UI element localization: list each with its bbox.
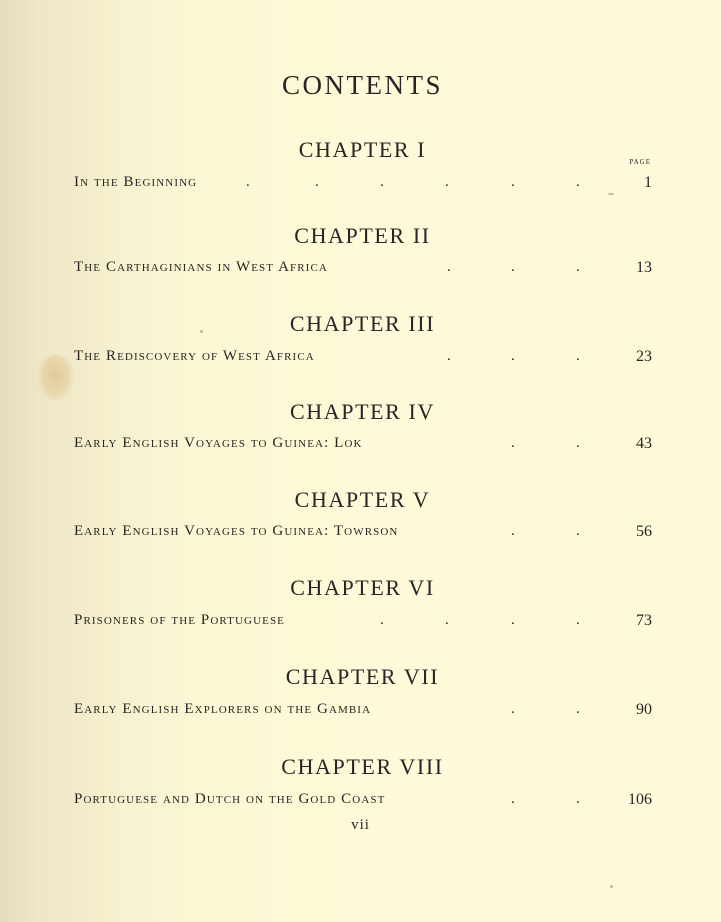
leader-dot: . (576, 435, 580, 451)
leader-dot: . (246, 174, 250, 190)
leader-dot: . (447, 259, 451, 275)
toc-entry[interactable] (74, 523, 652, 543)
entry-title: Early English Explorers on the Gambia (74, 701, 372, 717)
toc-entry[interactable] (74, 701, 652, 721)
leader-dot: . (511, 174, 515, 190)
leader-dot: . (576, 612, 580, 628)
page-title: CONTENTS (282, 70, 443, 100)
entry-title: The Carthaginians in West Africa (74, 259, 328, 275)
chapter-heading: CHAPTER III (289, 311, 436, 336)
entry-page-number: 56 (636, 523, 652, 540)
leader-dot: . (576, 259, 580, 275)
entry-page-number: 1 (644, 174, 652, 191)
entry-page-number: 43 (636, 435, 652, 452)
leader-dot: . (380, 174, 384, 190)
leader-dot: . (576, 791, 580, 807)
entry-title: In the Beginning (74, 174, 198, 190)
entry-page-number: 13 (636, 259, 652, 276)
chapter-heading: CHAPTER I (298, 137, 427, 162)
leader-dot: . (511, 348, 515, 364)
leader-dot: . (511, 523, 515, 539)
leader-dot: . (511, 791, 515, 807)
entry-title: Early English Voyages to Guinea: Lok (74, 435, 363, 451)
entry-title: Portuguese and Dutch on the Gold Coast (74, 791, 386, 807)
entry-page-number: 106 (628, 791, 652, 808)
leader-dot: . (445, 612, 449, 628)
page-folio: vii (351, 817, 370, 833)
toc-entry[interactable] (74, 174, 652, 194)
chapter-heading: CHAPTER VIII (281, 754, 444, 779)
leader-dot: . (511, 612, 515, 628)
entry-title: The Rediscovery of West Africa (74, 348, 315, 364)
leader-dot: . (576, 523, 580, 539)
leader-dot: . (511, 701, 515, 717)
toc-entry[interactable] (74, 612, 652, 632)
chapter-heading: CHAPTER VI (290, 575, 435, 600)
leader-dot: . (380, 612, 384, 628)
entry-page-number: 90 (636, 701, 652, 718)
entry-title: Early English Voyages to Guinea: Towrson (74, 523, 399, 539)
paper-speck (610, 885, 613, 888)
leader-dot: . (576, 174, 580, 190)
entry-title: Prisoners of the Portuguese (74, 612, 285, 628)
toc-entry[interactable] (74, 348, 652, 368)
chapter-heading: CHAPTER IV (290, 399, 435, 424)
entry-page-number: 23 (636, 348, 652, 365)
toc-entry[interactable] (74, 791, 652, 811)
leader-dot: . (576, 701, 580, 717)
toc-entry[interactable] (74, 435, 652, 455)
leader-dot: . (576, 348, 580, 364)
chapter-heading: CHAPTER V (294, 487, 431, 512)
leader-dot: . (511, 259, 515, 275)
foxing-stain (38, 355, 74, 401)
leader-dot: . (315, 174, 319, 190)
leader-dot: . (445, 174, 449, 190)
toc-entry[interactable] (74, 259, 652, 279)
leader-dot: . (447, 348, 451, 364)
chapter-heading: CHAPTER VII (285, 664, 440, 689)
entry-page-number: 73 (636, 612, 652, 629)
page-column-label: page (629, 156, 651, 167)
chapter-heading: CHAPTER II (294, 223, 431, 248)
leader-dot: . (511, 435, 515, 451)
